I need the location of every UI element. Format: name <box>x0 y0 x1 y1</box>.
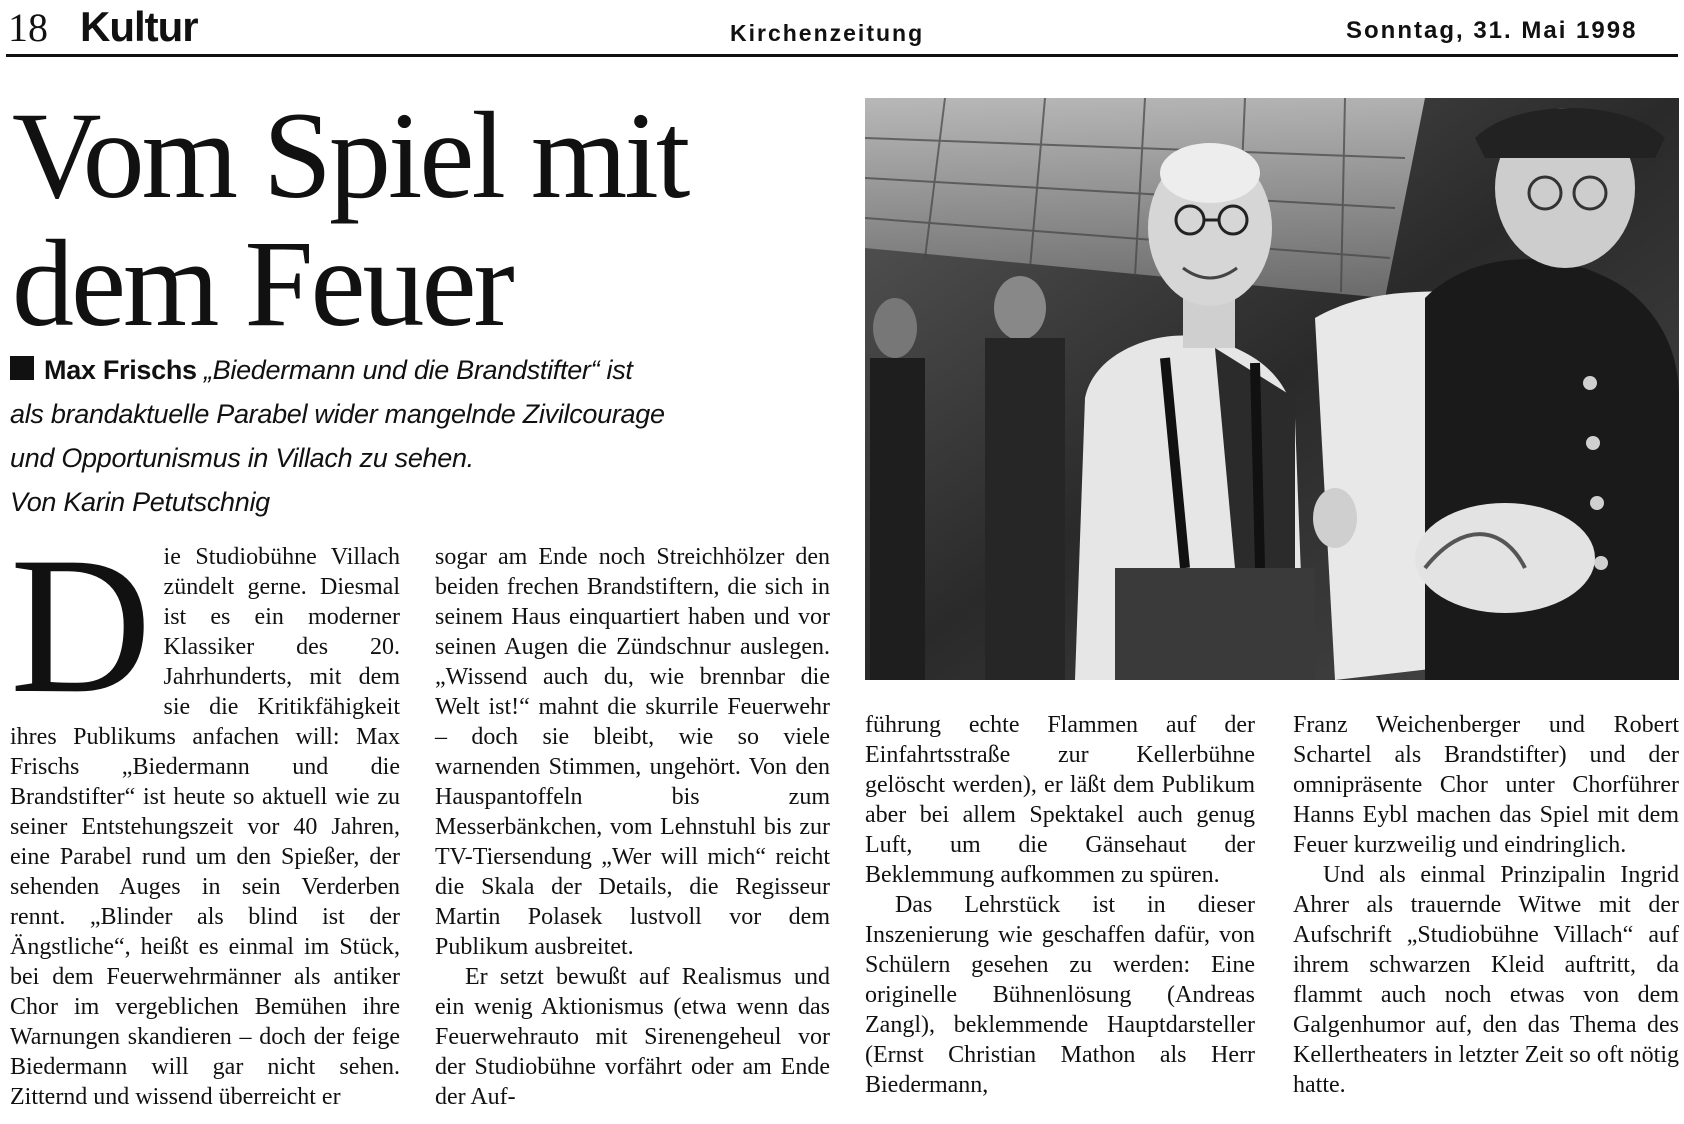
teaser <box>10 348 860 524</box>
drop-cap: D <box>10 517 152 734</box>
header-rule <box>6 54 1678 57</box>
theater-scene-photo <box>865 98 1679 680</box>
teaser-line-1 <box>10 348 860 392</box>
paragraph: Das Lehrstück ist in dieser Inszenierung wie geschaffen dafür, von Schülern gesehen zu werden: Eine originelle Bühnenlösung (Andreas Zangl), beklemmende Hauptdarsteller (Ernst Christian Mathon als Herr Biedermann, <box>865 892 1255 1098</box>
byline: Von Karin Petutschnig <box>10 487 270 517</box>
teaser-text-2: als brandaktuelle Parabel wider mangelnde Zivilcourage <box>10 399 665 429</box>
article-column-3 <box>865 710 1255 1100</box>
paragraph: Franz Weichenberger und Robert Schartel als Brandstifter) und der omnipräsente Chor unter Chorführer Hanns Eybl machen das Spiel mit dem Feuer kurzweilig und eindringlich. <box>1293 712 1679 858</box>
page-number: 18 <box>8 5 48 50</box>
paragraph-text: ie Studiobühne Villach zündelt gerne. Diesmal ist es ein moderner Klassiker des 20. Jahrhunderts, mit dem sie die Kritikfähigkeit ihres Publikums anfachen will: Max Frischs „Biedermann und die Brandstifter“ ist heute so aktuell wie zu seiner Entstehungszeit vor 40 Jahren, eine Parabel rund um den Spießer, der sehenden Auges in sein Verderben rennt. „Blinder als blind ist der Ängstliche“, heißt es einmal im Stück, bei dem Feuerwehrmänner als antiker Chor im vergeblichen Bemühen ihre Warnungen skandieren – doch der feige Biedermann will gar nicht sehen. Zitternd und wissend überreicht er <box>10 544 400 1110</box>
paragraph <box>10 517 400 1112</box>
section-title: Kultur <box>80 3 198 50</box>
page-header <box>0 0 1684 58</box>
bullet-square-icon <box>10 356 34 380</box>
teaser-text-1: „Biedermann und die Brandstifter“ ist <box>203 355 633 385</box>
article-column-1 <box>10 517 400 1112</box>
headline-line-2: dem Feuer <box>12 215 512 352</box>
paragraph: sogar am Ende noch Streichhölzer den beiden frechen Brandstiftern, die sich in seinem Haus einquartiert haben und vor seinen Augen die Zündschnur auslegen. „Wissend auch du, wie brennbar die Welt ist!“ mahnt die skurrile Feuerwehr – doch sie bleibt, wie so viele warnenden Stimmen, ungehört. Von den Hauspantoffeln bis zum Messerbänkchen, vom Lehnstuhl bis zur TV-Tiersendung „Wer will mich“ reicht die Skala der Details, die Regisseur Martin Polasek lustvoll vor dem Publikum ausbreitet. <box>435 544 830 960</box>
headline <box>12 87 852 352</box>
teaser-text-3: und Opportunismus in Villach zu sehen. <box>10 443 474 473</box>
article-column-2 <box>435 542 830 1112</box>
teaser-author-name: Max Frischs <box>44 355 197 385</box>
paragraph: Und als einmal Prinzipalin Ingrid Ahrer als trauernde Witwe mit der Aufschrift „Studiobühne Villach“ auf ihrem schwarzen Kleid auftritt, da flammt auch noch etwas von dem Galgenhumor auf, den das Thema des Kellertheaters in letzter Zeit so oft nötig hatte. <box>1293 862 1679 1098</box>
publication-name: Kirchenzeitung <box>730 20 925 46</box>
theater-scene-photo-icon <box>865 98 1679 680</box>
paragraph: Er setzt bewußt auf Realismus und ein wenig Aktionismus (etwa wenn das Feuerwehrauto mit Sirenengeheul vor der Studiobühne vorfährt oder am Ende der Auf- <box>435 964 830 1110</box>
paragraph: führung echte Flammen auf der Einfahrtsstraße zur Kellerbühne gelöscht werden), er läßt dem Publikum aber bei allem Spektakel auch genug Luft, um die Gänsehaut der Beklemmung aufkommen zu spüren. <box>865 712 1255 888</box>
article-column-4 <box>1293 710 1679 1100</box>
headline-line-1: Vom Spiel mit <box>12 87 688 224</box>
issue-date: Sonntag, 31. Mai 1998 <box>1346 17 1638 44</box>
